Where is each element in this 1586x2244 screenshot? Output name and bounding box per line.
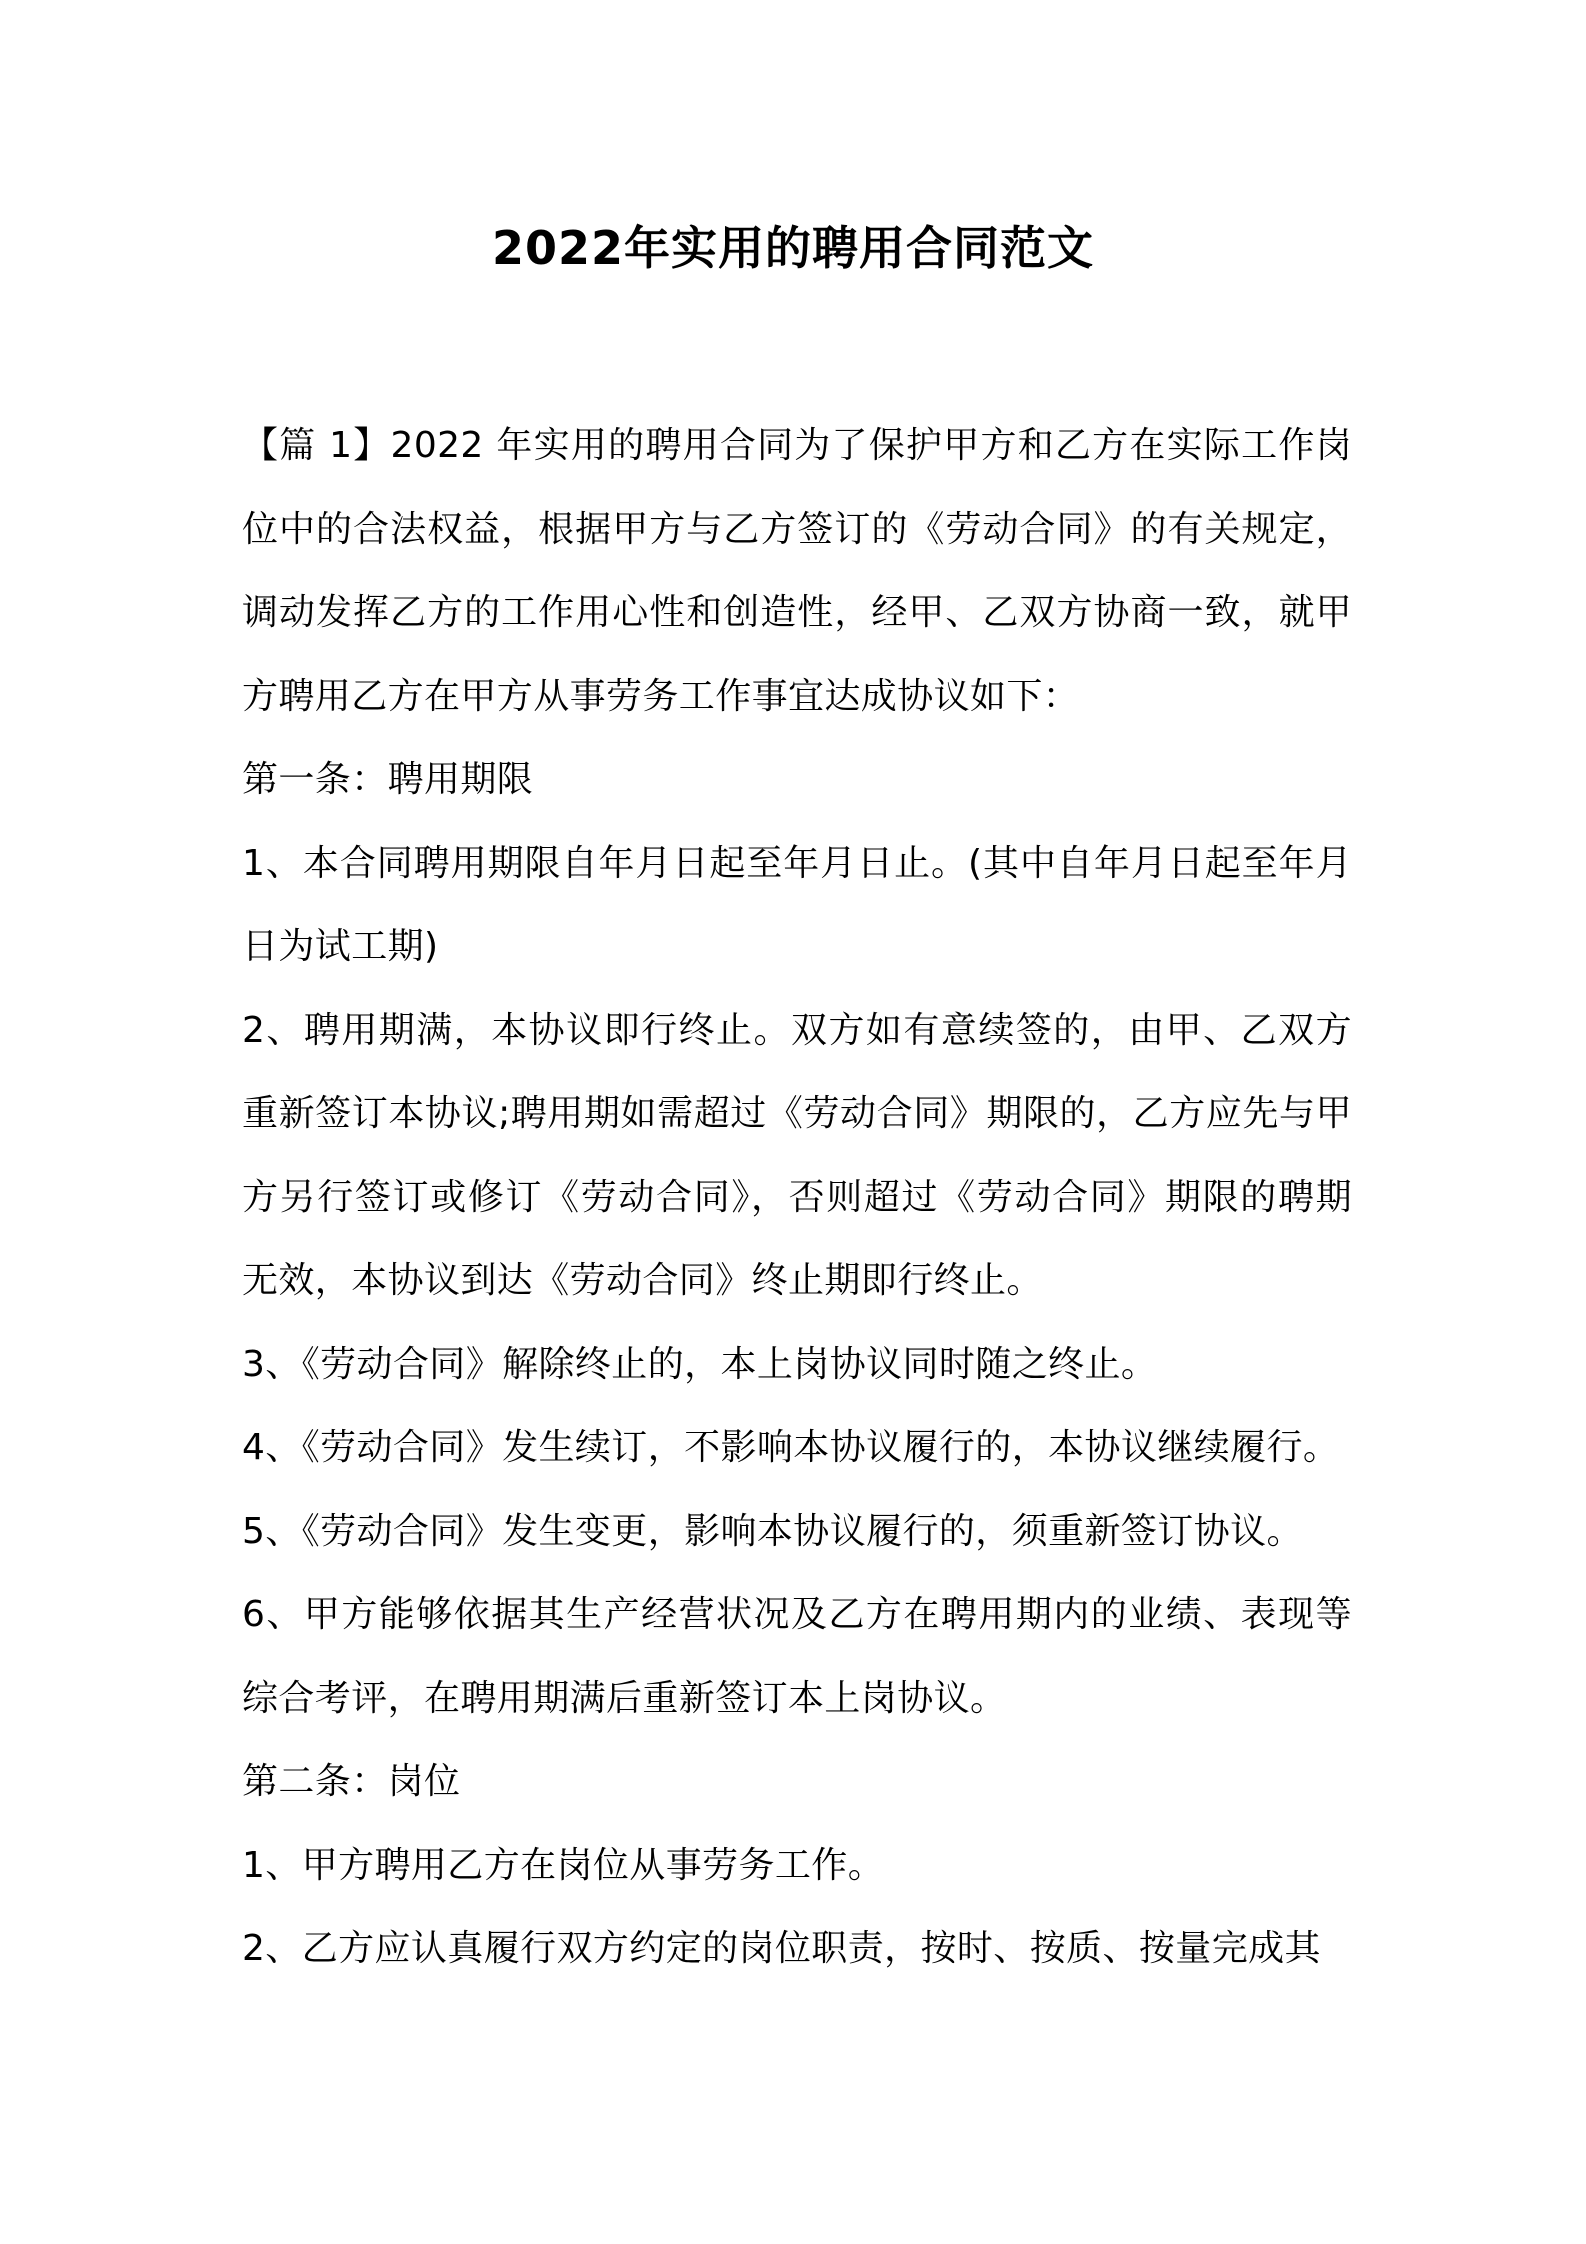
clause-1-2: 2、聘用期满，本协议即行终止。双方如有意续签的，由甲、乙双方重新签订本协议;聘用期如需超过《劳动合同》期限的，乙方应先与甲方另行签订或修订《劳动合同》，否则超过《劳动合同》期限的聘期无效，本协议到达《劳动合同》终止期即行终止。: [242, 1009, 1352, 1301]
clause-1-3: 3、《劳动合同》解除终止的，本上岗协议同时随之终止。: [242, 1343, 1158, 1385]
document-body: [242, 404, 1352, 1991]
section-heading-2: 第二条：岗位: [242, 1761, 461, 1802]
paragraph-intro: 【篇 1】2022 年实用的聘用合同为了保护甲方和乙方在实际工作岗位中的合法权益，根据甲方与乙方签订的《劳动合同》的有关规定，调动发挥乙方的工作用心性和创造性，经甲、乙双方协商一致，就甲方聘用乙方在甲方从事劳务工作事宜达成协议如下：: [242, 425, 1352, 717]
document-title: 2022年实用的聘用合同范文: [491, 221, 1095, 275]
section-heading-1: 第一条：聘用期限: [242, 759, 534, 800]
clause-2-1: 1、甲方聘用乙方在岗位从事劳务工作。: [242, 1844, 885, 1886]
clause-1-6: 6、甲方能够依据其生产经营状况及乙方在聘用期内的业绩、表现等综合考评，在聘用期满后重新签订本上岗协议。: [242, 1594, 1352, 1719]
clause-1-1: 1、本合同聘用期限自年月日起至年月日止。(其中自年月日起至年月日为试工期): [242, 842, 1352, 967]
clause-1-4: 4、《劳动合同》发生续订，不影响本协议履行的，本协议继续履行。: [242, 1427, 1340, 1468]
clause-1-5: 5、《劳动合同》发生变更，影响本协议履行的，须重新签订协议。: [242, 1510, 1303, 1552]
clause-2-2: 2、乙方应认真履行双方约定的岗位职责，按时、按质、按量完成其: [242, 1928, 1321, 1969]
